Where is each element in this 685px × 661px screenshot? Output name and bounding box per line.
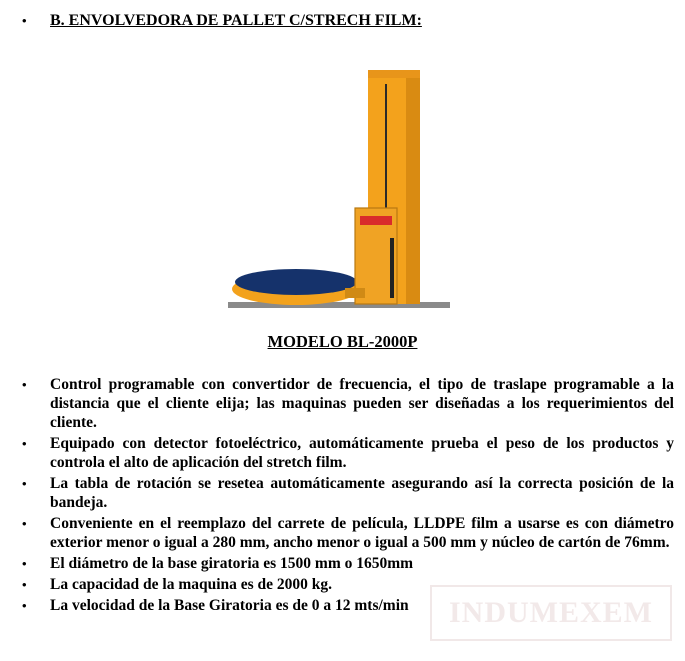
machine-column-cap (368, 70, 420, 78)
bullet-icon: • (22, 436, 27, 451)
spec-text: La tabla de rotación se resetea automáticamente asegurando así la correcta posición de la bandeja. (50, 475, 674, 511)
spec-text: El diámetro de la base giratoria es 1500 mm o 1650mm (50, 555, 414, 572)
bullet-icon: • (22, 13, 27, 28)
turntable-top (235, 269, 357, 295)
spec-item (22, 375, 674, 432)
model-title: MODELO BL-2000P (267, 332, 418, 351)
bullet-icon: • (22, 377, 27, 392)
bullet-icon: • (22, 577, 27, 592)
spec-text: Conveniente en el reemplazo del carrete de película, LLDPE film a usarse es con diámetro exterior menor o igual a 280 mm, ancho menor o igual a 500 mm y núcleo de cartón de 76mm. (50, 515, 674, 551)
carriage-bracket (345, 288, 365, 298)
section-heading (22, 12, 422, 30)
control-panel (360, 216, 392, 225)
spec-item (22, 434, 674, 472)
spec-text: Equipado con detector fotoeléctrico, automáticamente prueba el peso de los productos y controla el alto de aplicación del stretch film. (50, 435, 674, 471)
bullet-icon: • (22, 476, 27, 491)
pallet-wrapper-machine-illustration (228, 70, 450, 315)
spec-text: La capacidad de la maquina es de 2000 kg. (50, 576, 333, 593)
spec-text: Control programable con convertidor de frecuencia, el tipo de traslape programable a la distancia que el cliente elija; las maquinas pueden ser diseñadas a los requerimientos del cliente. (50, 376, 674, 431)
bullet-icon: • (22, 556, 27, 571)
spec-item (22, 514, 674, 552)
watermark: INDUMEXEM (430, 585, 672, 641)
section-title: B. ENVOLVEDORA DE PALLET C/STRECH FILM: (50, 12, 422, 29)
carriage-roller (390, 238, 394, 298)
spec-list (22, 375, 674, 617)
machine-column-side (406, 74, 420, 304)
spec-text: La velocidad de la Base Giratoria es de 0 a 12 mts/min (50, 597, 409, 614)
bullet-icon: • (22, 516, 27, 531)
bullet-icon: • (22, 598, 27, 613)
spec-item (22, 474, 674, 512)
spec-item (22, 554, 674, 573)
